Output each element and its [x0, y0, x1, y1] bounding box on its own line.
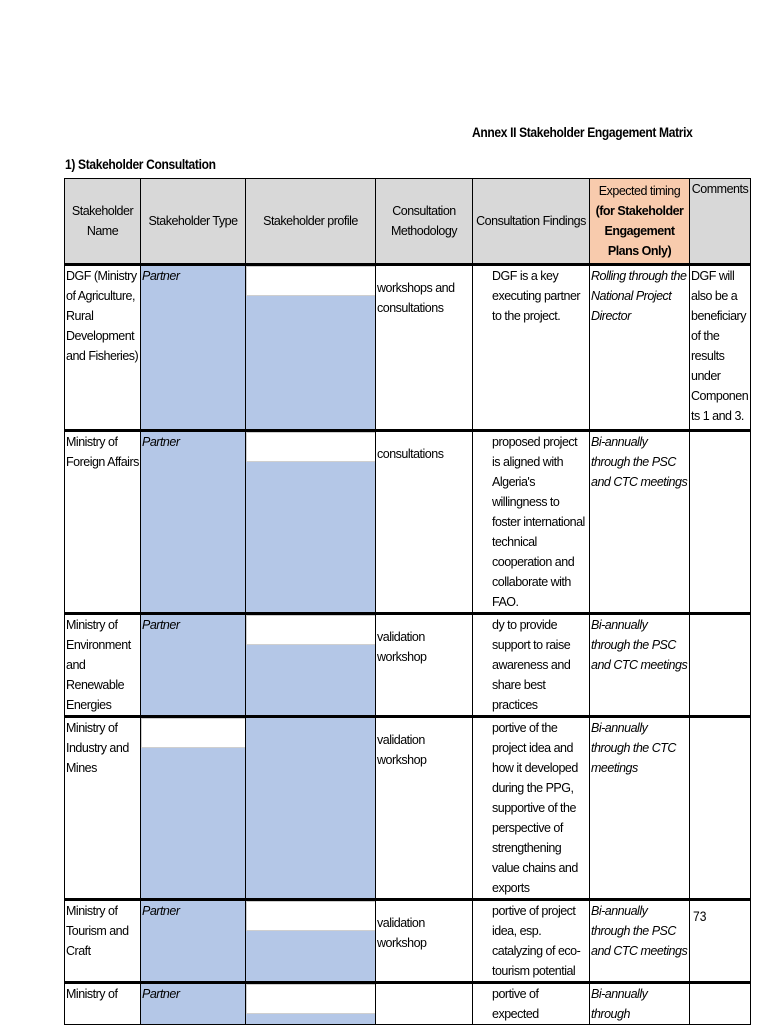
cell-methodology: workshops and consultations	[376, 265, 473, 431]
cell-profile	[246, 717, 376, 900]
cell-comments	[690, 983, 751, 1025]
table-row	[65, 614, 751, 717]
cell-name: Ministry of Foreign Affairs	[65, 431, 141, 614]
redaction-bar	[246, 901, 376, 931]
cell-type: Partner	[141, 983, 246, 1025]
cell-profile	[246, 431, 376, 614]
redaction-bar	[246, 432, 376, 462]
cell-findings: DGF is a key executing partner to the project.	[473, 265, 590, 431]
cell-timing: Bi-annually through	[590, 983, 690, 1025]
page-number: 73	[693, 908, 707, 924]
cell-findings: portive of the project idea and how it developed during the PPG, supportive of the perspective of strengthening value chains and exports	[473, 717, 590, 900]
stakeholder-matrix-table	[64, 178, 751, 1025]
cell-methodology: validation workshop	[376, 614, 473, 717]
cell-timing: Rolling through the National Project Director	[590, 265, 690, 431]
cell-methodology: validation workshop	[376, 717, 473, 900]
cell-timing: Bi-annually through the PSC and CTC meetings	[590, 431, 690, 614]
cell-type: Partner	[141, 900, 246, 983]
cell-timing: Bi-annually through the PSC and CTC meetings	[590, 900, 690, 983]
cell-comments	[690, 431, 751, 614]
cell-type: Partner	[141, 431, 246, 614]
table-row	[65, 900, 751, 983]
redaction-bar	[246, 266, 376, 296]
cell-name: DGF (Ministry of Agriculture, Rural Development and Fisheries)	[65, 265, 141, 431]
header-consultation-findings: Consultation Findings	[473, 179, 590, 265]
cell-comments	[690, 614, 751, 717]
header-stakeholder-profile: Stakeholder profile	[246, 179, 376, 265]
cell-methodology	[376, 983, 473, 1025]
cell-name: Ministry of Environment and Renewable Energies	[65, 614, 141, 717]
table-row	[65, 431, 751, 614]
cell-type: Partner	[141, 265, 246, 431]
cell-type	[141, 717, 246, 900]
table-header-row	[65, 179, 751, 265]
cell-timing: Bi-annually through the CTC meetings	[590, 717, 690, 900]
header-expected-timing	[590, 179, 690, 265]
cell-comments	[690, 717, 751, 900]
cell-name: Ministry of Industry and Mines	[65, 717, 141, 900]
header-timing-line2: (for Stakeholder Engagement Plans Only)	[595, 204, 684, 258]
header-stakeholder-name: Stakeholder Name	[65, 179, 141, 265]
cell-methodology: validation workshop	[376, 900, 473, 983]
header-consultation-methodology: Consultation Methodology	[376, 179, 473, 265]
cell-type: Partner	[141, 614, 246, 717]
cell-profile	[246, 983, 376, 1025]
cell-profile	[246, 265, 376, 431]
cell-methodology: consultations	[376, 431, 473, 614]
table-row	[65, 983, 751, 1025]
header-stakeholder-type: Stakeholder Type	[141, 179, 246, 265]
cell-profile	[246, 614, 376, 717]
section-title: 1) Stakeholder Consultation	[65, 156, 216, 172]
table-row	[65, 717, 751, 900]
header-timing-line1: Expected timing	[598, 184, 681, 198]
cell-name: Ministry of Tourism and Craft	[65, 900, 141, 983]
redaction-bar	[246, 615, 376, 645]
header-comments: Comments	[690, 179, 751, 265]
table-row	[65, 265, 751, 431]
cell-findings: portive of expected	[473, 983, 590, 1025]
cell-comments: DGF will also be a beneficiary of the results under Components 1 and 3.	[690, 265, 751, 431]
cell-name: Ministry of	[65, 983, 141, 1025]
redaction-bar	[246, 984, 376, 1014]
cell-profile	[246, 900, 376, 983]
redaction-bar	[141, 718, 246, 748]
document-title: Annex II Stakeholder Engagement Matrix	[472, 124, 693, 140]
cell-timing: Bi-annually through the PSC and CTC meetings	[590, 614, 690, 717]
cell-findings: dy to provide support to raise awareness and share best practices	[473, 614, 590, 717]
cell-findings: proposed project is aligned with Algeria's willingness to foster international technical cooperation and collaborate with FAO.	[473, 431, 590, 614]
cell-findings: portive of project idea, esp. catalyzing of eco-tourism potential	[473, 900, 590, 983]
